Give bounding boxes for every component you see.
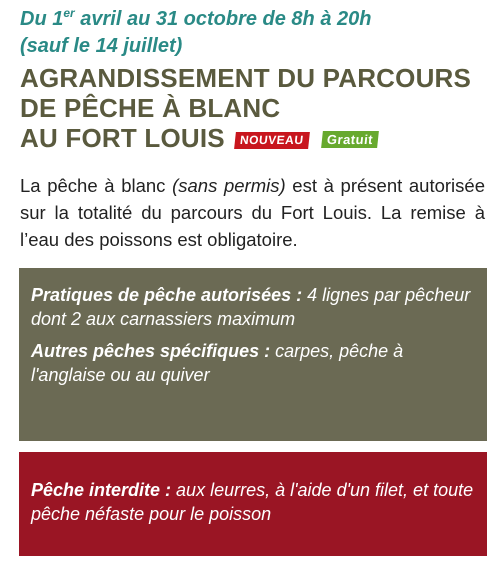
practices-text: 4 lignes par pêcheur dont 2 aux carnassiers maximum xyxy=(31,285,471,329)
allowed-practices-box xyxy=(19,268,487,441)
schedule-line-2: (sauf le 14 juillet) xyxy=(20,35,183,57)
practices-paragraph xyxy=(31,283,475,331)
schedule-line-1 xyxy=(20,6,500,33)
new-badge: NOUVEAU xyxy=(234,132,309,149)
schedule-text xyxy=(20,6,500,60)
intro-italic: (sans permis) xyxy=(172,175,286,196)
schedule-prefix: Du 1 xyxy=(20,8,64,30)
headline-line-2: DE PÊCHE À BLANC xyxy=(20,93,281,123)
forbidden-text: aux leurres, à l'aide d'un filet, et toute pêche néfaste pour le poisson xyxy=(31,480,474,524)
specific-paragraph xyxy=(31,339,475,387)
forbidden-box xyxy=(19,452,487,556)
intro-pre: La pêche à blanc xyxy=(20,175,173,196)
intro-post: est à présent autorisée sur la totalité du parcours du Fort Louis. La remise à l’eau des poissons est obligatoire. xyxy=(20,175,485,250)
headline-line-3-row xyxy=(20,123,500,153)
specific-text: carpes, pêche à l'anglaise ou au quiver xyxy=(31,341,404,385)
headline-line-3: AU FORT LOUIS xyxy=(20,123,225,153)
schedule-superscript: er xyxy=(63,6,75,20)
forbidden-paragraph xyxy=(31,478,475,526)
schedule-suffix: avril au 31 octobre de 8h à 20h xyxy=(74,8,372,30)
intro-paragraph xyxy=(20,172,485,253)
forbidden-label: Pêche interdite : xyxy=(31,480,172,500)
headline xyxy=(20,63,500,153)
practices-label: Pratiques de pêche autorisées : xyxy=(31,285,303,305)
headline-line-1: AGRANDISSEMENT DU PARCOURS xyxy=(20,63,472,93)
specific-label: Autres pêches spécifiques : xyxy=(31,341,271,361)
free-badge: Gratuit xyxy=(321,131,379,148)
